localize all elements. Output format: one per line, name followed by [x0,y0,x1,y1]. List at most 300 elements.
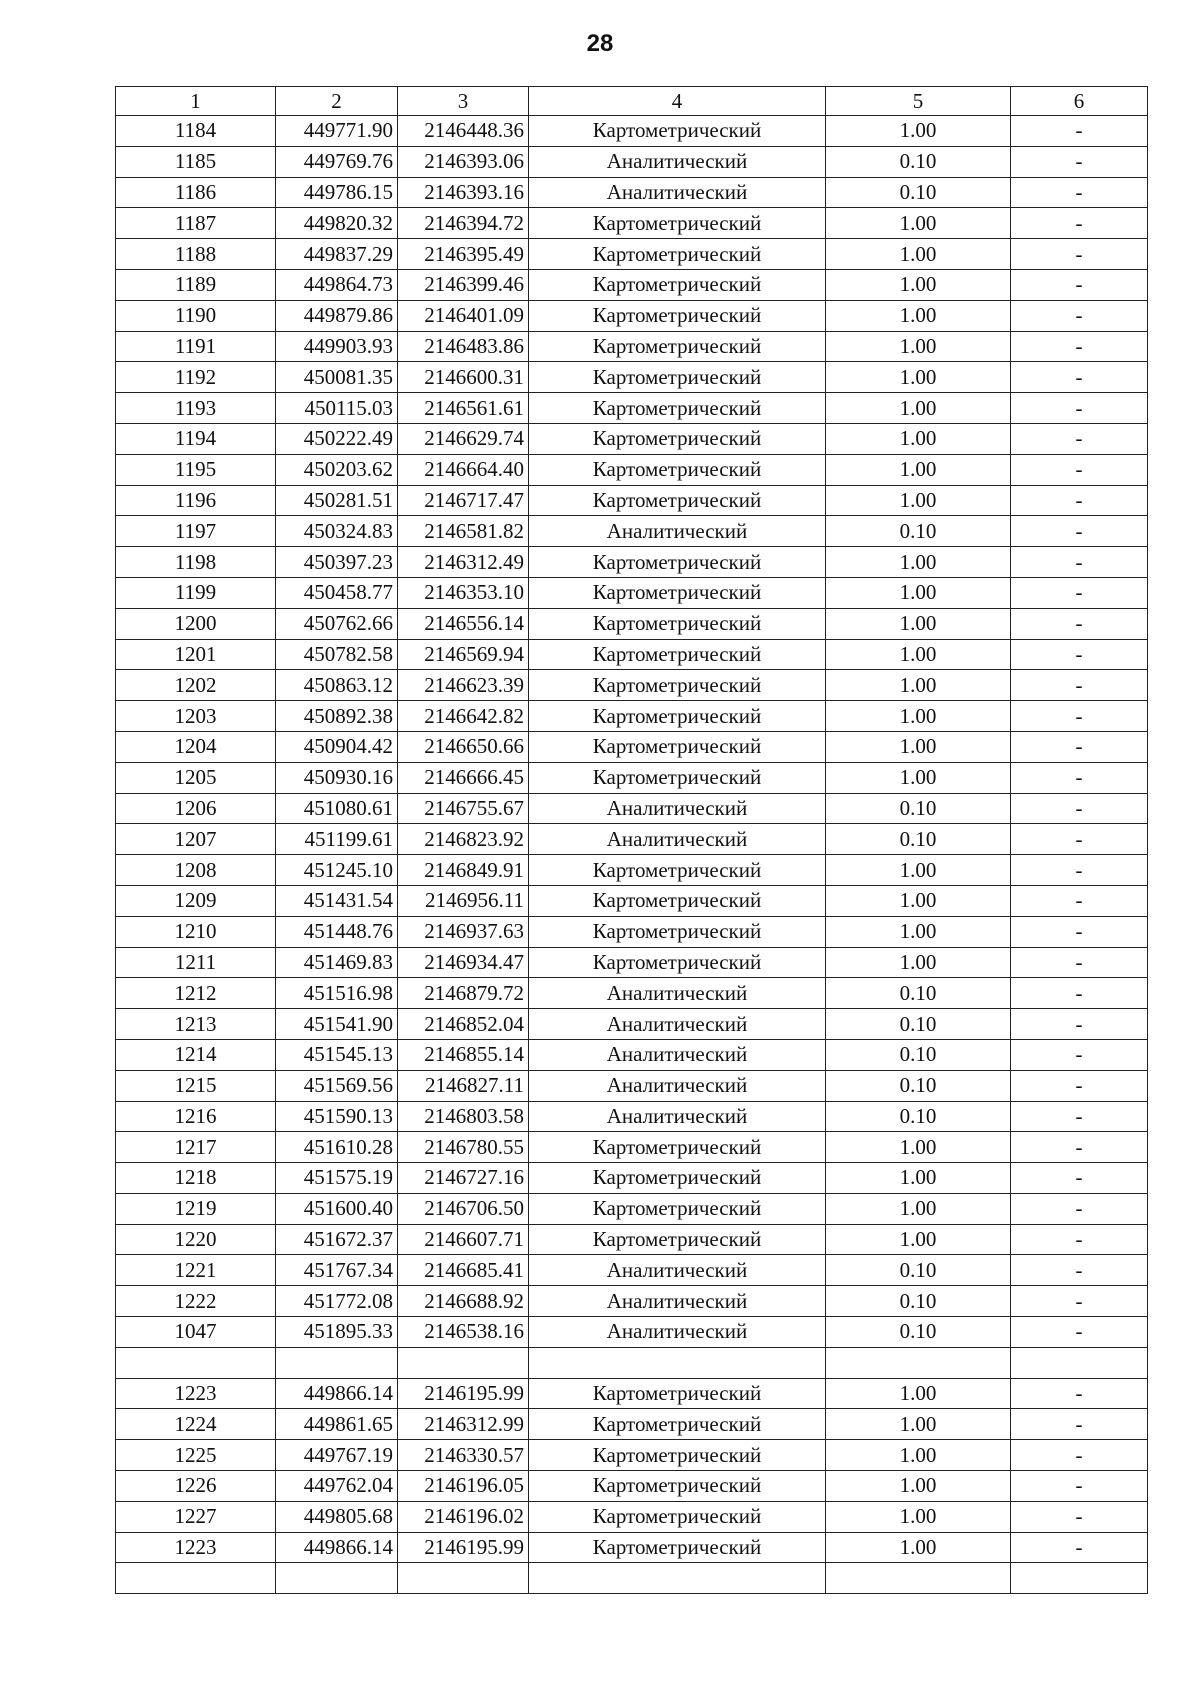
point-number-cell: 1208 [116,855,276,886]
coord-x-cell: 451610.28 [276,1132,398,1163]
method-cell: Картометрический [529,393,826,424]
note-cell: - [1011,362,1148,393]
point-number-cell: 1226 [116,1471,276,1502]
table-row [116,423,1148,454]
coord-x-cell: 450203.62 [276,454,398,485]
note-cell: - [1011,1471,1148,1502]
coord-x-cell: 450782.58 [276,639,398,670]
method-cell: Картометрический [529,1163,826,1194]
point-number-cell: 1207 [116,824,276,855]
coord-y-cell: 2146395.49 [398,239,529,270]
accuracy-cell: 1.00 [826,1501,1011,1532]
point-number-cell: 1192 [116,362,276,393]
point-number-cell: 1216 [116,1101,276,1132]
method-cell: Картометрический [529,239,826,270]
coord-x-cell: 450863.12 [276,670,398,701]
coord-y-cell: 2146666.45 [398,762,529,793]
note-cell: - [1011,1286,1148,1317]
table-row [116,1101,1148,1132]
note-cell: - [1011,947,1148,978]
table-row [116,762,1148,793]
table-body [116,116,1148,1594]
accuracy-cell: 1.00 [826,1132,1011,1163]
table-row [116,116,1148,147]
coord-x-cell: 450458.77 [276,577,398,608]
accuracy-cell: 1.00 [826,331,1011,362]
accuracy-cell: 1.00 [826,916,1011,947]
coord-y-cell [398,1563,529,1594]
method-cell: Аналитический [529,1317,826,1348]
coord-x-cell: 450904.42 [276,731,398,762]
coord-x-cell: 449864.73 [276,269,398,300]
point-number-cell: 1212 [116,978,276,1009]
column-header: 4 [529,87,826,116]
note-cell: - [1011,701,1148,732]
table-row [116,362,1148,393]
accuracy-cell: 1.00 [826,762,1011,793]
accuracy-cell: 1.00 [826,485,1011,516]
accuracy-cell: 0.10 [826,1286,1011,1317]
method-cell: Аналитический [529,1039,826,1070]
note-cell: - [1011,608,1148,639]
note-cell: - [1011,855,1148,886]
accuracy-cell: 1.00 [826,670,1011,701]
method-cell: Аналитический [529,177,826,208]
accuracy-cell: 0.10 [826,146,1011,177]
coord-y-cell: 2146629.74 [398,423,529,454]
coord-y-cell: 2146195.99 [398,1378,529,1409]
table-row [116,1440,1148,1471]
note-cell: - [1011,116,1148,147]
point-number-cell: 1185 [116,146,276,177]
coord-y-cell: 2146196.05 [398,1471,529,1502]
note-cell: - [1011,331,1148,362]
table-row [116,331,1148,362]
note-cell: - [1011,146,1148,177]
accuracy-cell [826,1347,1011,1378]
note-cell: - [1011,239,1148,270]
point-number-cell: 1227 [116,1501,276,1532]
method-cell: Картометрический [529,639,826,670]
note-cell: - [1011,762,1148,793]
method-cell: Картометрический [529,269,826,300]
coord-y-cell: 2146393.16 [398,177,529,208]
accuracy-cell: 1.00 [826,1193,1011,1224]
accuracy-cell: 1.00 [826,1471,1011,1502]
coord-y-cell: 2146312.99 [398,1409,529,1440]
coord-y-cell: 2146195.99 [398,1532,529,1563]
point-number-cell: 1205 [116,762,276,793]
coord-y-cell: 2146855.14 [398,1039,529,1070]
coord-x-cell: 451772.08 [276,1286,398,1317]
point-number-cell: 1210 [116,916,276,947]
point-number-cell: 1188 [116,239,276,270]
accuracy-cell: 1.00 [826,1409,1011,1440]
note-cell: - [1011,485,1148,516]
method-cell: Картометрический [529,885,826,916]
coordinates-table [115,86,1148,1594]
point-number-cell: 1196 [116,485,276,516]
coord-x-cell: 451448.76 [276,916,398,947]
point-number-cell: 1189 [116,269,276,300]
method-cell: Картометрический [529,1501,826,1532]
coord-x-cell: 451431.54 [276,885,398,916]
column-header: 6 [1011,87,1148,116]
coord-y-cell: 2146394.72 [398,208,529,239]
column-header: 3 [398,87,529,116]
coord-x-cell: 450222.49 [276,423,398,454]
table-row [116,1563,1148,1594]
coord-y-cell: 2146956.11 [398,885,529,916]
note-cell: - [1011,1163,1148,1194]
coord-x-cell: 451541.90 [276,1009,398,1040]
note-cell: - [1011,1501,1148,1532]
coord-x-cell: 451245.10 [276,855,398,886]
table-row [116,1532,1148,1563]
point-number-cell [116,1563,276,1594]
coord-y-cell: 2146401.09 [398,300,529,331]
note-cell: - [1011,1009,1148,1040]
coord-x-cell: 449771.90 [276,116,398,147]
coord-y-cell: 2146650.66 [398,731,529,762]
note-cell: - [1011,423,1148,454]
table-row [116,1286,1148,1317]
method-cell: Картометрический [529,855,826,886]
table-row [116,1501,1148,1532]
coord-x-cell: 451545.13 [276,1039,398,1070]
coord-y-cell: 2146196.02 [398,1501,529,1532]
accuracy-cell: 1.00 [826,208,1011,239]
method-cell: Картометрический [529,608,826,639]
table-row [116,1070,1148,1101]
coord-y-cell: 2146623.39 [398,670,529,701]
coord-x-cell: 450324.83 [276,516,398,547]
table-row [116,855,1148,886]
accuracy-cell: 1.00 [826,269,1011,300]
coord-y-cell: 2146755.67 [398,793,529,824]
accuracy-cell: 1.00 [826,393,1011,424]
method-cell: Аналитический [529,824,826,855]
accuracy-cell: 1.00 [826,577,1011,608]
point-number-cell: 1199 [116,577,276,608]
note-cell: - [1011,516,1148,547]
table-row [116,1009,1148,1040]
coord-x-cell: 451569.56 [276,1070,398,1101]
method-cell: Картометрический [529,1409,826,1440]
table-row [116,1193,1148,1224]
accuracy-cell: 0.10 [826,516,1011,547]
method-cell: Картометрический [529,1532,826,1563]
column-header: 2 [276,87,398,116]
coord-y-cell: 2146600.31 [398,362,529,393]
point-number-cell: 1215 [116,1070,276,1101]
table-row [116,393,1148,424]
table-row [116,793,1148,824]
coord-y-cell: 2146399.46 [398,269,529,300]
point-number-cell: 1211 [116,947,276,978]
coord-x-cell: 451575.19 [276,1163,398,1194]
method-cell: Аналитический [529,1255,826,1286]
coord-y-cell: 2146664.40 [398,454,529,485]
accuracy-cell: 1.00 [826,1163,1011,1194]
accuracy-cell: 0.10 [826,1009,1011,1040]
table-row [116,1409,1148,1440]
table-row [116,731,1148,762]
table-row [116,516,1148,547]
coord-x-cell: 451080.61 [276,793,398,824]
method-cell [529,1563,826,1594]
point-number-cell [116,1347,276,1378]
column-header: 1 [116,87,276,116]
note-cell: - [1011,916,1148,947]
method-cell: Картометрический [529,701,826,732]
coord-x-cell: 449805.68 [276,1501,398,1532]
accuracy-cell: 1.00 [826,239,1011,270]
coord-x-cell: 449837.29 [276,239,398,270]
accuracy-cell: 0.10 [826,1317,1011,1348]
table-row [116,177,1148,208]
accuracy-cell [826,1563,1011,1594]
point-number-cell: 1197 [116,516,276,547]
point-number-cell: 1218 [116,1163,276,1194]
method-cell: Картометрический [529,1378,826,1409]
coord-y-cell: 2146483.86 [398,331,529,362]
table-row [116,146,1148,177]
accuracy-cell: 1.00 [826,639,1011,670]
point-number-cell: 1198 [116,547,276,578]
accuracy-cell: 1.00 [826,1378,1011,1409]
coord-x-cell: 449903.93 [276,331,398,362]
method-cell: Аналитический [529,1070,826,1101]
coord-y-cell: 2146706.50 [398,1193,529,1224]
accuracy-cell: 1.00 [826,1440,1011,1471]
point-number-cell: 1222 [116,1286,276,1317]
method-cell: Картометрический [529,300,826,331]
method-cell: Картометрический [529,362,826,393]
accuracy-cell: 1.00 [826,362,1011,393]
coord-y-cell: 2146879.72 [398,978,529,1009]
coord-x-cell: 450081.35 [276,362,398,393]
method-cell: Картометрический [529,916,826,947]
header-row [116,87,1148,116]
coord-x-cell: 450892.38 [276,701,398,732]
coord-y-cell: 2146569.94 [398,639,529,670]
accuracy-cell: 0.10 [826,1101,1011,1132]
point-number-cell: 1193 [116,393,276,424]
coord-x-cell: 449820.32 [276,208,398,239]
note-cell: - [1011,670,1148,701]
table-row [116,208,1148,239]
table-row [116,978,1148,1009]
coord-x-cell: 451672.37 [276,1224,398,1255]
accuracy-cell: 1.00 [826,454,1011,485]
coord-y-cell: 2146934.47 [398,947,529,978]
note-cell: - [1011,639,1148,670]
point-number-cell: 1186 [116,177,276,208]
coord-y-cell: 2146538.16 [398,1317,529,1348]
accuracy-cell: 0.10 [826,793,1011,824]
note-cell: - [1011,885,1148,916]
note-cell: - [1011,731,1148,762]
table-row [116,670,1148,701]
coord-x-cell [276,1347,398,1378]
note-cell: - [1011,1317,1148,1348]
accuracy-cell: 0.10 [826,824,1011,855]
point-number-cell: 1204 [116,731,276,762]
table-row [116,608,1148,639]
method-cell: Картометрический [529,1471,826,1502]
accuracy-cell: 1.00 [826,1532,1011,1563]
table-row [116,824,1148,855]
table-row [116,885,1148,916]
note-cell: - [1011,177,1148,208]
accuracy-cell: 1.00 [826,547,1011,578]
point-number-cell: 1214 [116,1039,276,1070]
coord-x-cell: 449866.14 [276,1532,398,1563]
method-cell: Аналитический [529,146,826,177]
table-row [116,577,1148,608]
note-cell: - [1011,300,1148,331]
table-row [116,701,1148,732]
coord-x-cell: 450762.66 [276,608,398,639]
accuracy-cell: 0.10 [826,177,1011,208]
note-cell: - [1011,824,1148,855]
note-cell: - [1011,208,1148,239]
coord-x-cell: 450397.23 [276,547,398,578]
method-cell: Картометрический [529,577,826,608]
note-cell [1011,1347,1148,1378]
coord-x-cell: 449767.19 [276,1440,398,1471]
coord-x-cell: 451600.40 [276,1193,398,1224]
column-header: 5 [826,87,1011,116]
coord-x-cell: 451469.83 [276,947,398,978]
coord-x-cell: 451590.13 [276,1101,398,1132]
point-number-cell: 1190 [116,300,276,331]
coord-y-cell: 2146849.91 [398,855,529,886]
method-cell: Аналитический [529,516,826,547]
table-row [116,300,1148,331]
table-row [116,1378,1148,1409]
note-cell: - [1011,454,1148,485]
coord-x-cell: 450281.51 [276,485,398,516]
point-number-cell: 1220 [116,1224,276,1255]
point-number-cell: 1219 [116,1193,276,1224]
note-cell [1011,1563,1148,1594]
table-row [116,1471,1148,1502]
coord-x-cell: 451767.34 [276,1255,398,1286]
table-row [116,1132,1148,1163]
coord-y-cell [398,1347,529,1378]
coord-y-cell: 2146448.36 [398,116,529,147]
table-row [116,1347,1148,1378]
method-cell: Аналитический [529,978,826,1009]
method-cell: Аналитический [529,1101,826,1132]
note-cell: - [1011,1224,1148,1255]
method-cell: Картометрический [529,331,826,362]
coord-y-cell: 2146607.71 [398,1224,529,1255]
method-cell: Аналитический [529,793,826,824]
table-row [116,269,1148,300]
coord-x-cell [276,1563,398,1594]
method-cell: Аналитический [529,1286,826,1317]
coord-y-cell: 2146852.04 [398,1009,529,1040]
point-number-cell: 1187 [116,208,276,239]
table-row [116,1224,1148,1255]
table-row [116,239,1148,270]
accuracy-cell: 0.10 [826,978,1011,1009]
table-row [116,1255,1148,1286]
coord-y-cell: 2146803.58 [398,1101,529,1132]
coord-y-cell: 2146312.49 [398,547,529,578]
table-row [116,1163,1148,1194]
accuracy-cell: 1.00 [826,423,1011,454]
table-row [116,1317,1148,1348]
coord-y-cell: 2146937.63 [398,916,529,947]
point-number-cell: 1213 [116,1009,276,1040]
point-number-cell: 1200 [116,608,276,639]
page-number: 28 [586,30,614,57]
point-number-cell: 1184 [116,116,276,147]
accuracy-cell: 0.10 [826,1039,1011,1070]
coord-y-cell: 2146685.41 [398,1255,529,1286]
table-row [116,485,1148,516]
point-number-cell: 1217 [116,1132,276,1163]
table-row [116,639,1148,670]
method-cell: Картометрический [529,1193,826,1224]
method-cell: Картометрический [529,208,826,239]
table-row [116,916,1148,947]
coord-x-cell: 451516.98 [276,978,398,1009]
note-cell: - [1011,1193,1148,1224]
coord-y-cell: 2146727.16 [398,1163,529,1194]
note-cell: - [1011,1532,1148,1563]
method-cell: Картометрический [529,1132,826,1163]
note-cell: - [1011,978,1148,1009]
note-cell: - [1011,1070,1148,1101]
note-cell: - [1011,1132,1148,1163]
note-cell: - [1011,547,1148,578]
method-cell: Аналитический [529,1009,826,1040]
coord-y-cell: 2146827.11 [398,1070,529,1101]
accuracy-cell: 1.00 [826,608,1011,639]
coord-y-cell: 2146780.55 [398,1132,529,1163]
coord-y-cell: 2146561.61 [398,393,529,424]
table-row [116,547,1148,578]
method-cell: Картометрический [529,116,826,147]
coord-y-cell: 2146353.10 [398,577,529,608]
coord-y-cell: 2146717.47 [398,485,529,516]
point-number-cell: 1202 [116,670,276,701]
method-cell: Картометрический [529,547,826,578]
accuracy-cell: 1.00 [826,1224,1011,1255]
table-row [116,947,1148,978]
coord-x-cell: 450115.03 [276,393,398,424]
method-cell: Картометрический [529,762,826,793]
note-cell: - [1011,269,1148,300]
coord-x-cell: 451199.61 [276,824,398,855]
method-cell: Картометрический [529,454,826,485]
accuracy-cell: 0.10 [826,1255,1011,1286]
accuracy-cell: 1.00 [826,855,1011,886]
coord-x-cell: 449861.65 [276,1409,398,1440]
method-cell: Картометрический [529,423,826,454]
point-number-cell: 1223 [116,1532,276,1563]
coord-y-cell: 2146823.92 [398,824,529,855]
point-number-cell: 1195 [116,454,276,485]
coord-x-cell: 449866.14 [276,1378,398,1409]
coord-x-cell: 449879.86 [276,300,398,331]
point-number-cell: 1209 [116,885,276,916]
